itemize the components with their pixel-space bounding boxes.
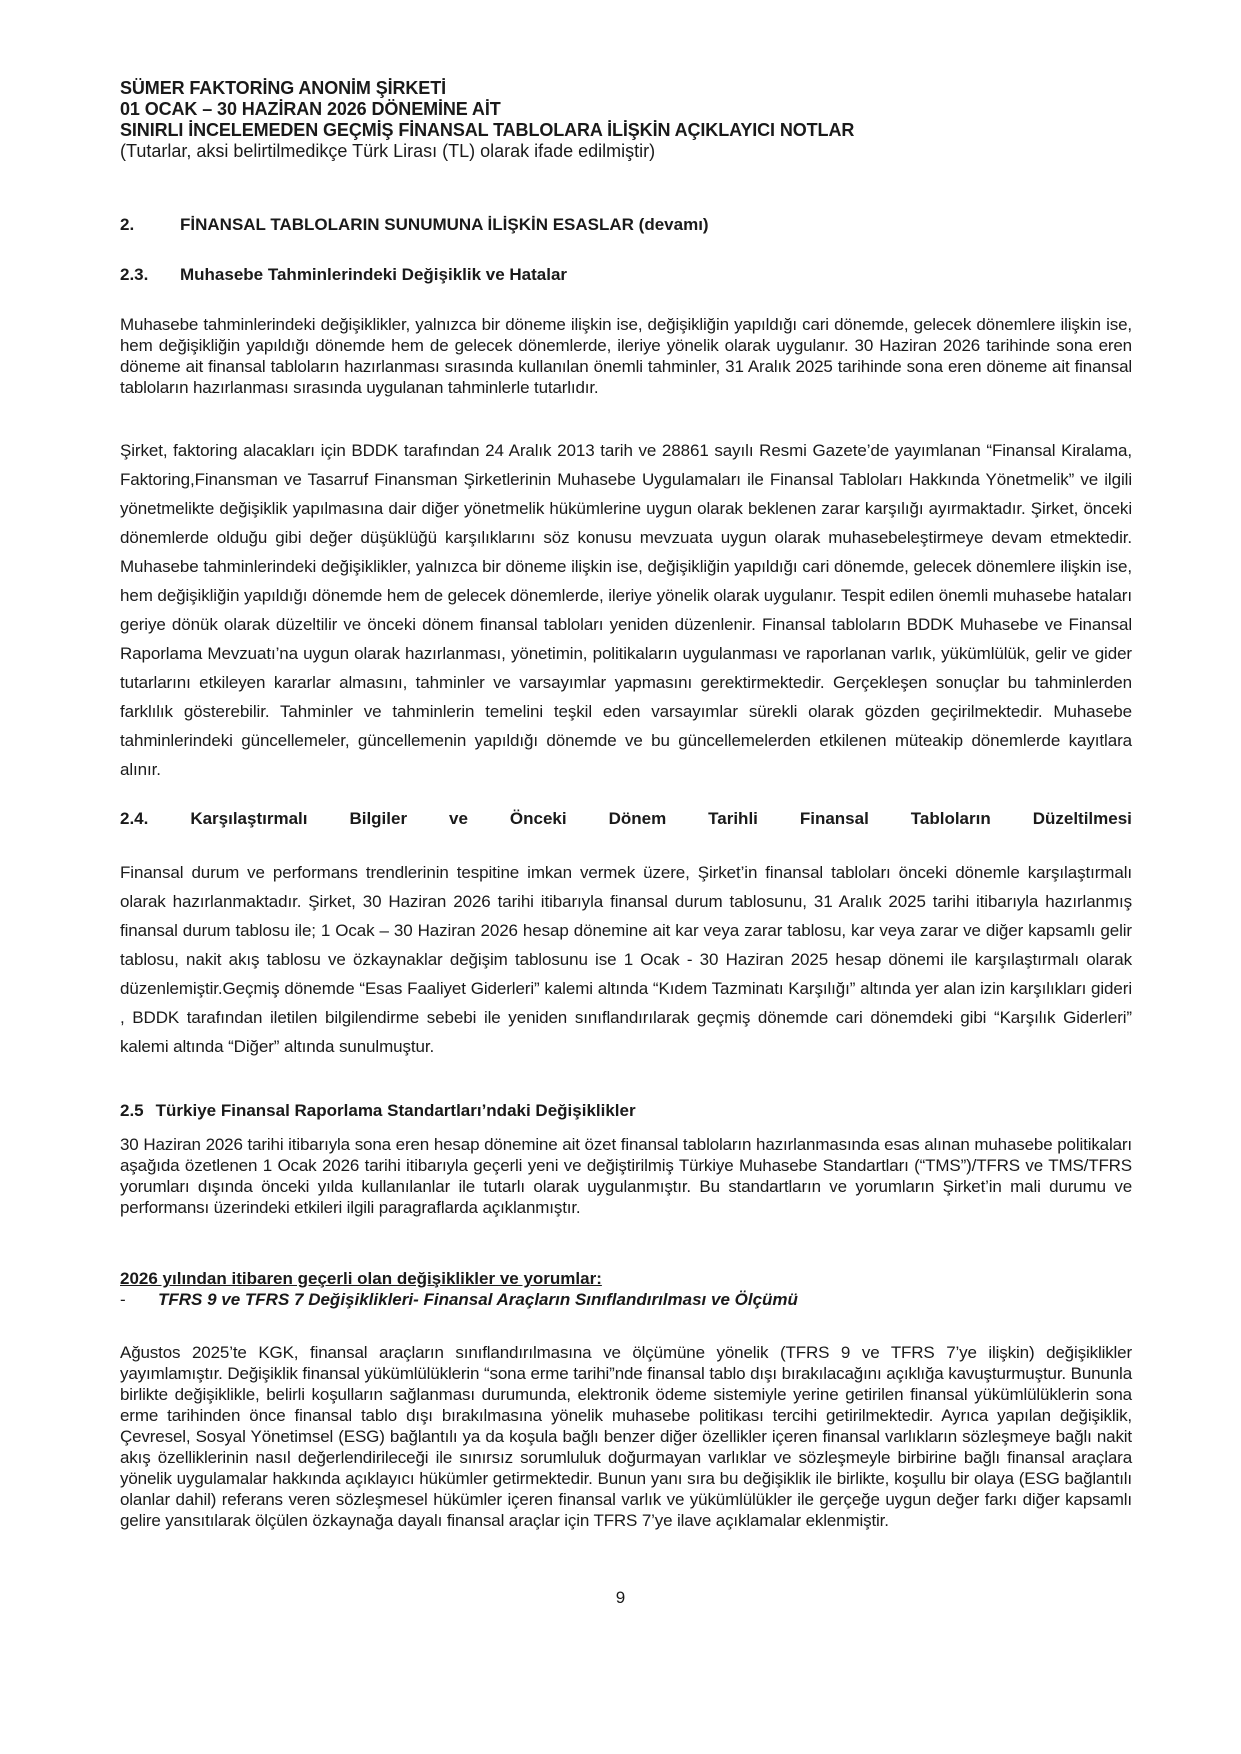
- bullet-title: TFRS 9 ve TFRS 7 Değişiklikleri- Finansal Araçların Sınıflandırılması ve Ölçümü: [158, 1290, 798, 1309]
- section-2-heading: [120, 214, 1132, 236]
- page-number: 9: [615, 1588, 626, 1607]
- report-header: [120, 78, 1132, 162]
- section-2-4-heading: [120, 808, 1132, 830]
- heading-word: Bilgiler: [349, 809, 408, 828]
- section-title: Türkiye Finansal Raporlama Standartları’ndaki Değişiklikler: [155, 1101, 636, 1120]
- section-2-3-paragraph-2: [120, 436, 1132, 784]
- heading-word: Tarihli: [708, 809, 758, 828]
- section-number: 2.5: [120, 1101, 144, 1120]
- section-title: FİNANSAL TABLOLARIN SUNUMUNA İLİŞKİN ESASLAR (devamı): [180, 215, 709, 234]
- heading-word: Dönem: [608, 809, 667, 828]
- section-2-5-paragraph-2: [120, 1342, 1132, 1531]
- section-2-5-paragraph-1: [120, 1134, 1132, 1218]
- section-2-3-paragraph-1: [120, 314, 1132, 398]
- section-2-4-paragraph: [120, 858, 1132, 1061]
- changes-subheading: [120, 1268, 1132, 1310]
- paragraph: 30 Haziran 2026 tarihi itibarıyla sona eren hesap dönemine ait özet finansal tabloların hazırlanmasında esas alınan muhasebe politikaları aşağıda özetlenen 1 Ocak 2026 tarihi itibarıyla geçerli yeni ve değiştirilmiş Türkiye Muhasebe Standartları (“TMS”)/TFRS ve TMS/TFRS yorumları dışında önceki yılda kullanılanlar ile tutarlı olarak uygulanmıştır. Bu standartların ve yorumların Şirket’in mali durumu ve performansı üzerindeki etkileri ilgili paragraflarda açıklanmıştır.: [120, 1135, 1132, 1217]
- currency-note: (Tutarlar, aksi belirtilmedikçe Türk Lirası (TL) olarak ifade edilmiştir): [120, 141, 656, 161]
- heading-word: Karşılaştırmalı: [190, 809, 308, 828]
- heading-word: ve: [449, 809, 468, 828]
- heading-word: Tabloların: [910, 809, 991, 828]
- section-number: 2.3.: [120, 265, 149, 284]
- bullet-item: [120, 1289, 1132, 1310]
- report-period: 01 OCAK – 30 HAZİRAN 2026 DÖNEMİNE AİT: [120, 99, 501, 119]
- company-name: SÜMER FAKTORİNG ANONİM ŞİRKETİ: [120, 78, 447, 98]
- section-title: Muhasebe Tahminlerindeki Değişiklik ve Hatalar: [180, 265, 568, 284]
- subheading: 2026 yılından itibaren geçerli olan değişiklikler ve yorumlar:: [120, 1269, 602, 1288]
- paragraph: Ağustos 2025’te KGK, finansal araçların sınıflandırılmasına ve ölçümüne yönelik (TFRS 9 ve TFRS 7’ye ilişkin) değişiklikler yayımlamıştır. Değişiklik finansal yükümlülüklerin “sona erme tarihi”nde finansal tablo dışı bırakılacağını açıklığa kavuşturmuştur. Bununla birlikte değişiklikle, belirli koşulların sağlanması durumunda, elektronik ödeme sistemiyle yerine getirilen finansal yükümlülüklerin sona erme tarihinden önce finansal tablo dışı bırakılmasına yönelik muhasebe politikası tercihi getirilmektedir. Ayrıca yapılan değişiklik, Çevresel, Sosyal Yönetimsel (ESG) bağlantılı ya da koşula bağlı benzer diğer özellikler içeren finansal varlıkların sözleşmeye bağlı nakit akış özelliklerinin nasıl değerlendirileceği ile sınırsız sorumluluk doğurmayan varlıklar ve sözleşmeyle birbirine bağlı finansal araçlara yönelik uygulamalar hakkında açıklayıcı hükümler getirmektedir. Bunun yanı sıra bu değişiklik ile birlikte, koşullu bir olaya (ESG bağlantılı olanlar dahil) referans veren sözleşmesel hükümler içeren finansal varlık ve yükümlülükler ile gerçeğe uygun değer farkı diğer kapsamlı gelire yansıtılarak ölçülen özkaynağa dayalı finansal araçlar için TFRS 7’ye ilave açıklamalar eklenmiştir.: [120, 1343, 1132, 1530]
- paragraph: Muhasebe tahminlerindeki değişiklikler, yalnızca bir döneme ilişkin ise, değişikliğin yapıldığı cari dönemde, gelecek dönemlere ilişkin ise, hem değişikliğin yapıldığı dönemde hem de gelecek dönemlerde, ileriye yönelik olarak uygulanır. 30 Haziran 2026 tarihinde sona eren döneme ait finansal tabloların hazırlanması sırasında kullanılan önemli tahminler, 31 Aralık 2025 tarihinde sona eren döneme ait finansal tabloların hazırlanması sırasında uygulanan tahminlerle tutarlıdır.: [120, 315, 1132, 397]
- bullet-dash: -: [120, 1290, 126, 1309]
- heading-word: Düzeltilmesi: [1032, 809, 1132, 828]
- heading-word: Finansal: [799, 809, 869, 828]
- section-2-5-heading: [120, 1100, 1132, 1122]
- section-number: 2.4.: [120, 809, 149, 828]
- report-title: SINIRLI İNCELEMEDEN GEÇMİŞ FİNANSAL TABLOLARA İLİŞKİN AÇIKLAYICI NOTLAR: [120, 120, 855, 140]
- section-number: 2.: [120, 215, 135, 234]
- section-2-3-heading: [120, 264, 1132, 286]
- paragraph: Finansal durum ve performans trendlerinin tespitine imkan vermek üzere, Şirket’in finansal tabloları önceki dönemle karşılaştırmalı olarak hazırlanmaktadır. Şirket, 30 Haziran 2026 tarihi itibarıyla finansal durum tablosunu, 31 Aralık 2025 tarihi itibarıyla hazırlanmış finansal durum tablosu ile; 1 Ocak – 30 Haziran 2026 hesap dönemine ait kar veya zarar tablosu, kar veya zarar ve diğer kapsamlı gelir tablosu, nakit akış tablosu ve özkaynaklar değişim tablosunu ise 1 Ocak - 30 Haziran 2025 hesap dönemi ile karşılaştırmalı olarak düzenlemiştir.Geçmiş dönemde “Esas Faaliyet Giderleri” kalemi altında “Kıdem Tazminatı Karşılığı” altında yer alan izin karşılıkları gideri , BDDK tarafından iletilen bilgilendirme sebebi ile yeniden sınıflandırılarak geçmiş dönemde cari dönemdeki gibi “Karşılık Giderleri” kalemi altında “Diğer” altında sunulmuştur.: [120, 863, 1132, 1056]
- heading-word: Önceki: [509, 809, 567, 828]
- paragraph: Şirket, faktoring alacakları için BDDK tarafından 24 Aralık 2013 tarih ve 28861 sayılı Resmi Gazete’de yayımlanan “Finansal Kiralama, Faktoring,Finansman ve Tasarruf Finansman Şirketlerinin Muhasebe Uygulamaları ile Finansal Tabloları Hakkında Yönetmelik” ve ilgili yönetmelikte değişiklik yapılmasına dair diğer yönetmelik hükümlerine uygun olarak beklenen zarar karşılığı ayırmaktadır. Şirket, önceki dönemlerde olduğu gibi değer düşüklüğü karşılıklarını söz konusu mevzuata uygun olarak muhasebeleştirmeye devam etmektedir. Muhasebe tahminlerindeki değişiklikler, yalnızca bir döneme ilişkin ise, değişikliğin yapıldığı cari dönemde, gelecek dönemlere ilişkin ise, hem değişikliğin yapıldığı dönemde hem de gelecek dönemlerde, ileriye yönelik olarak uygulanır. Tespit edilen önemli muhasebe hataları geriye dönük olarak düzeltilir ve önceki dönem finansal tabloları yeniden düzenlenir. Finansal tabloların BDDK Muhasebe ve Finansal Raporlama Mevzuatı’na uygun olarak hazırlanması, yönetimin, politikaların uygulanması ve raporlanan varlık, yükümlülük, gelir ve gider tutarlarını etkileyen kararlar almasını, tahminler ve varsayımlar yapmasını gerektirmektedir. Gerçekleşen sonuçlar bu tahminlerden farklılık gösterebilir. Tahminler ve tahminlerin temelini teşkil eden varsayımlar sürekli olarak gözden geçirilmektedir. Muhasebe tahminlerindeki güncellemeler, güncellemenin yapıldığı dönemde ve bu güncellemelerden etkilenen müteakip dönemlerde kayıtlara alınır.: [120, 441, 1132, 779]
